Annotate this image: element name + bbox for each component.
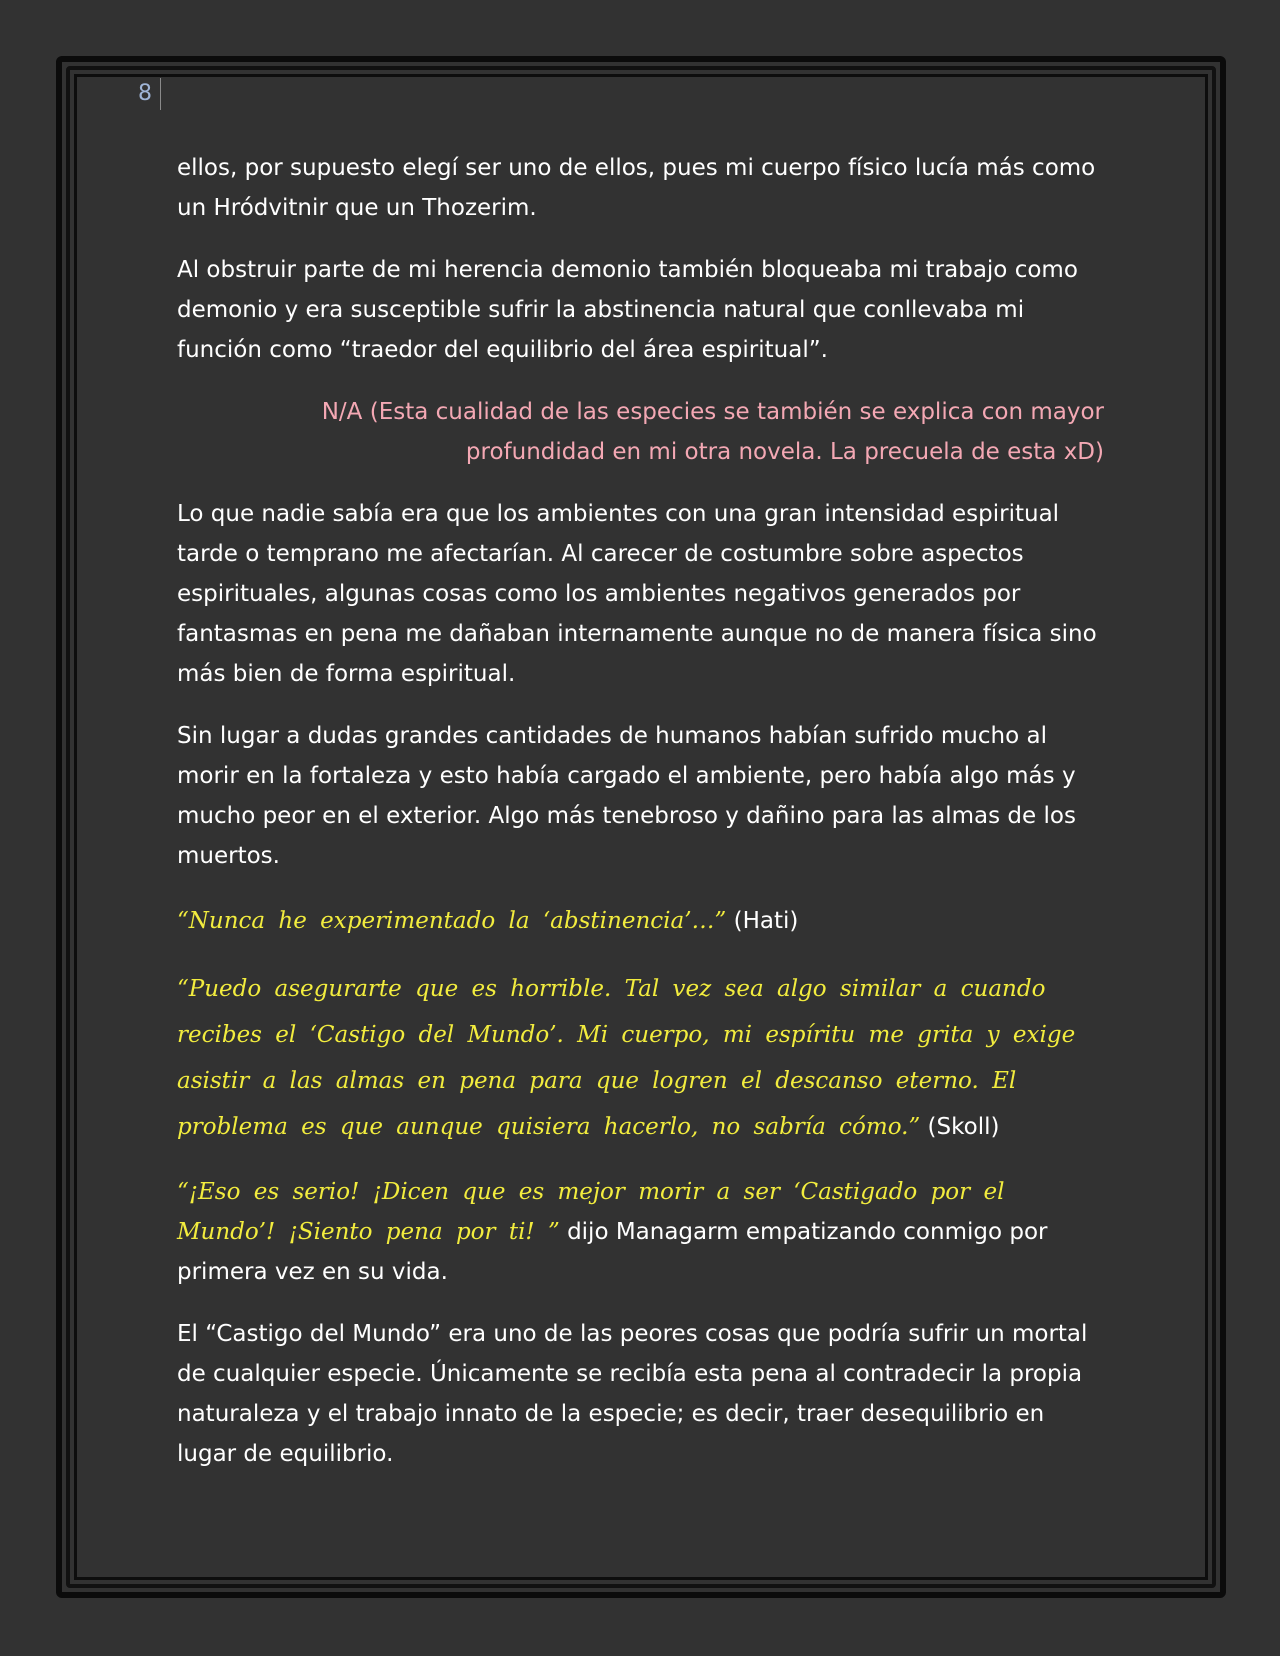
paragraph-3: Lo que nadie sabía era que los ambientes con una gran intensidad espiritual tarde o temprano me afectarían. Al carecer de costumbre sobre aspectos espirituales, algunas cosas como los ambientes negativos generados por fantasmas en pena me dañaban internamente aunque no de manera física sino más bien de forma espiritual. <box>177 501 1097 687</box>
dialogue-speaker: (Hati) <box>733 908 799 934</box>
paragraph-2: Al obstruir parte de mi herencia demonio también bloqueaba mi trabajo como demonio y era susceptible sufrir la abstinencia natural que conllevaba mi función como “traedor del equilibrio del área espiritual”. <box>177 257 1078 363</box>
dialogue-speaker: (Skoll) <box>927 1114 1000 1140</box>
author-note: N/A (Esta cualidad de las especies se también se explica con mayor profundidad en mi otra novela. La precuela de esta xD) <box>321 399 1104 465</box>
dialogue-skoll <box>177 966 1104 1150</box>
page-number: 8 <box>138 78 161 110</box>
dialogue-quote: “¡Eso es serio! ¡Dicen que es mejor morir a ser ‘Castigado por el Mundo’! ¡Siento pena por ti! ” <box>177 1179 1005 1245</box>
dialogue-quote: “Puedo asegurarte que es horrible. Tal vez sea algo similar a cuando recibes el ‘Castigo del Mundo’. Mi cuerpo, mi espíritu me grita y exige asistir a las almas en pena para que logren el descanso eterno. El problema es que aunque quisiera hacerlo, no sabría cómo.” <box>177 976 1076 1140</box>
page-content <box>177 148 1104 1496</box>
paragraph-5: El “Castigo del Mundo” era uno de las peores cosas que podría sufrir un mortal de cualquier especie. Únicamente se recibía esta pena al contradecir la propia naturaleza y el trabajo innato de la especie; es decir, traer desequilibrio en lugar de equilibrio. <box>177 1321 1088 1467</box>
paragraph-4: Sin lugar a dudas grandes cantidades de humanos habían sufrido mucho al morir en la fortaleza y esto había cargado el ambiente, pero había algo más y mucho peor en el exterior. Algo más tenebroso y dañino para las almas de los muertos. <box>177 723 1076 869</box>
dialogue-hati <box>177 898 1104 944</box>
dialogue-managarm <box>177 1172 1104 1292</box>
dialogue-quote: “Nunca he experimentado la ‘abstinencia’…” <box>177 908 727 934</box>
dialogue-narration: dijo Managarm empatizando conmigo por primera vez en su vida. <box>177 1219 1048 1285</box>
paragraph-1: ellos, por supuesto elegí ser uno de ellos, pues mi cuerpo físico lucía más como un Hródvitnir que un Thozerim. <box>177 155 1096 221</box>
